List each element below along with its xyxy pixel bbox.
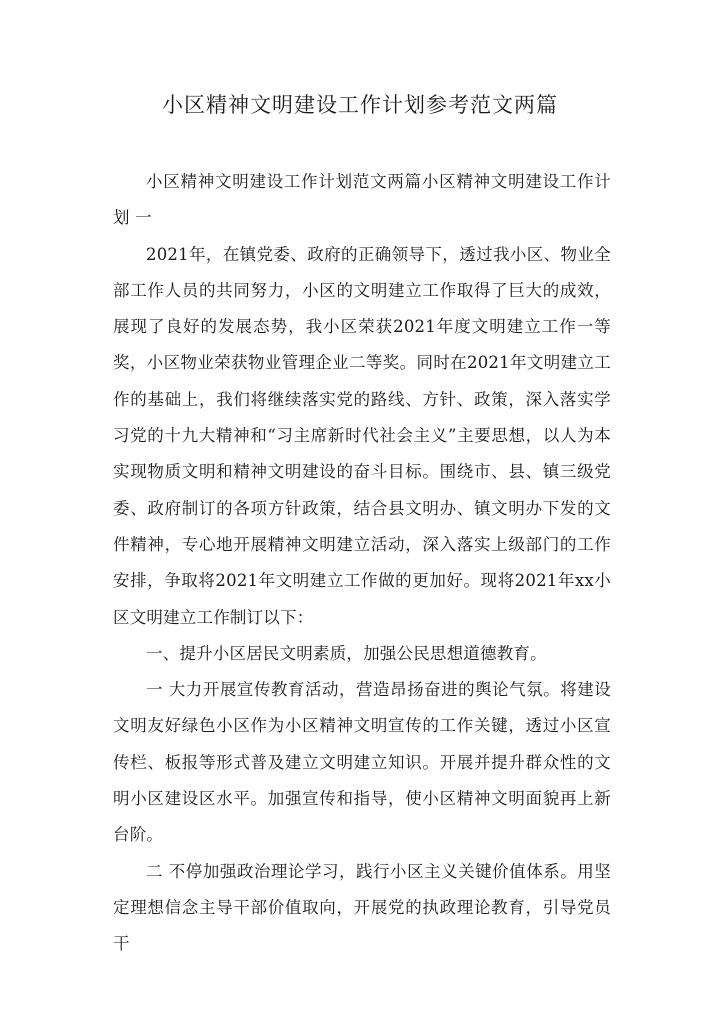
document-title: 小区精神文明建设工作计划参考范文两篇 [162,93,558,117]
paragraph-intro: 小区精神文明建设工作计划范文两篇小区精神文明建设工作计划 一 [113,172,611,228]
paragraph-item-2: 二 不停加强政治理论学习，践行小区主义关键价值体系。用坚定理想信念主导干部价值取向，开展党的执政理论教育，引导党员干 [113,861,611,954]
paragraph-overview: 2021年，在镇党委、政府的正确领导下，透过我小区、物业全部工作人员的共同努力，小区的文明建立工作取得了巨大的成效，展现了良好的发展态势，我小区荣获2021年度文明建立工作一等奖，小区物业荣获物业管理企业二等奖。同时在2021年文明建立工作的基础上，我们将继续落实党的路线、方针、政策，深入落实学习党的十九大精神和“习主席新时代社会主义”主要思想，以人为本实现物质文明和精神文明建设的奋斗目标。围绕市、县、镇三级党委、政府制订的各项方针政策，结合县文明办、镇文明办下发的文件精神，专心地开展精神文明建立活动，深入落实上级部门的工作安排，争取将2021年文明建立工作做的更加好。现将2021年xx小区文明建立工作制订以下： [113,244,611,627]
paragraph-item-1: 一 大力开展宣传教育活动，营造昂扬奋进的舆论气氛。将建设文明友好绿色小区作为小区精神文明宣传的工作关键，透过小区宣传栏、板报等形式普及建立文明建立知识。开展并提升群众性的文明小区建设区水平。加强宣传和指导，使小区精神文明面貌再上新台阶。 [113,680,611,845]
section-heading-1: 一、提升小区居民文明素质，加强公民思想道德教育。 [146,643,547,663]
document-body [113,164,611,963]
